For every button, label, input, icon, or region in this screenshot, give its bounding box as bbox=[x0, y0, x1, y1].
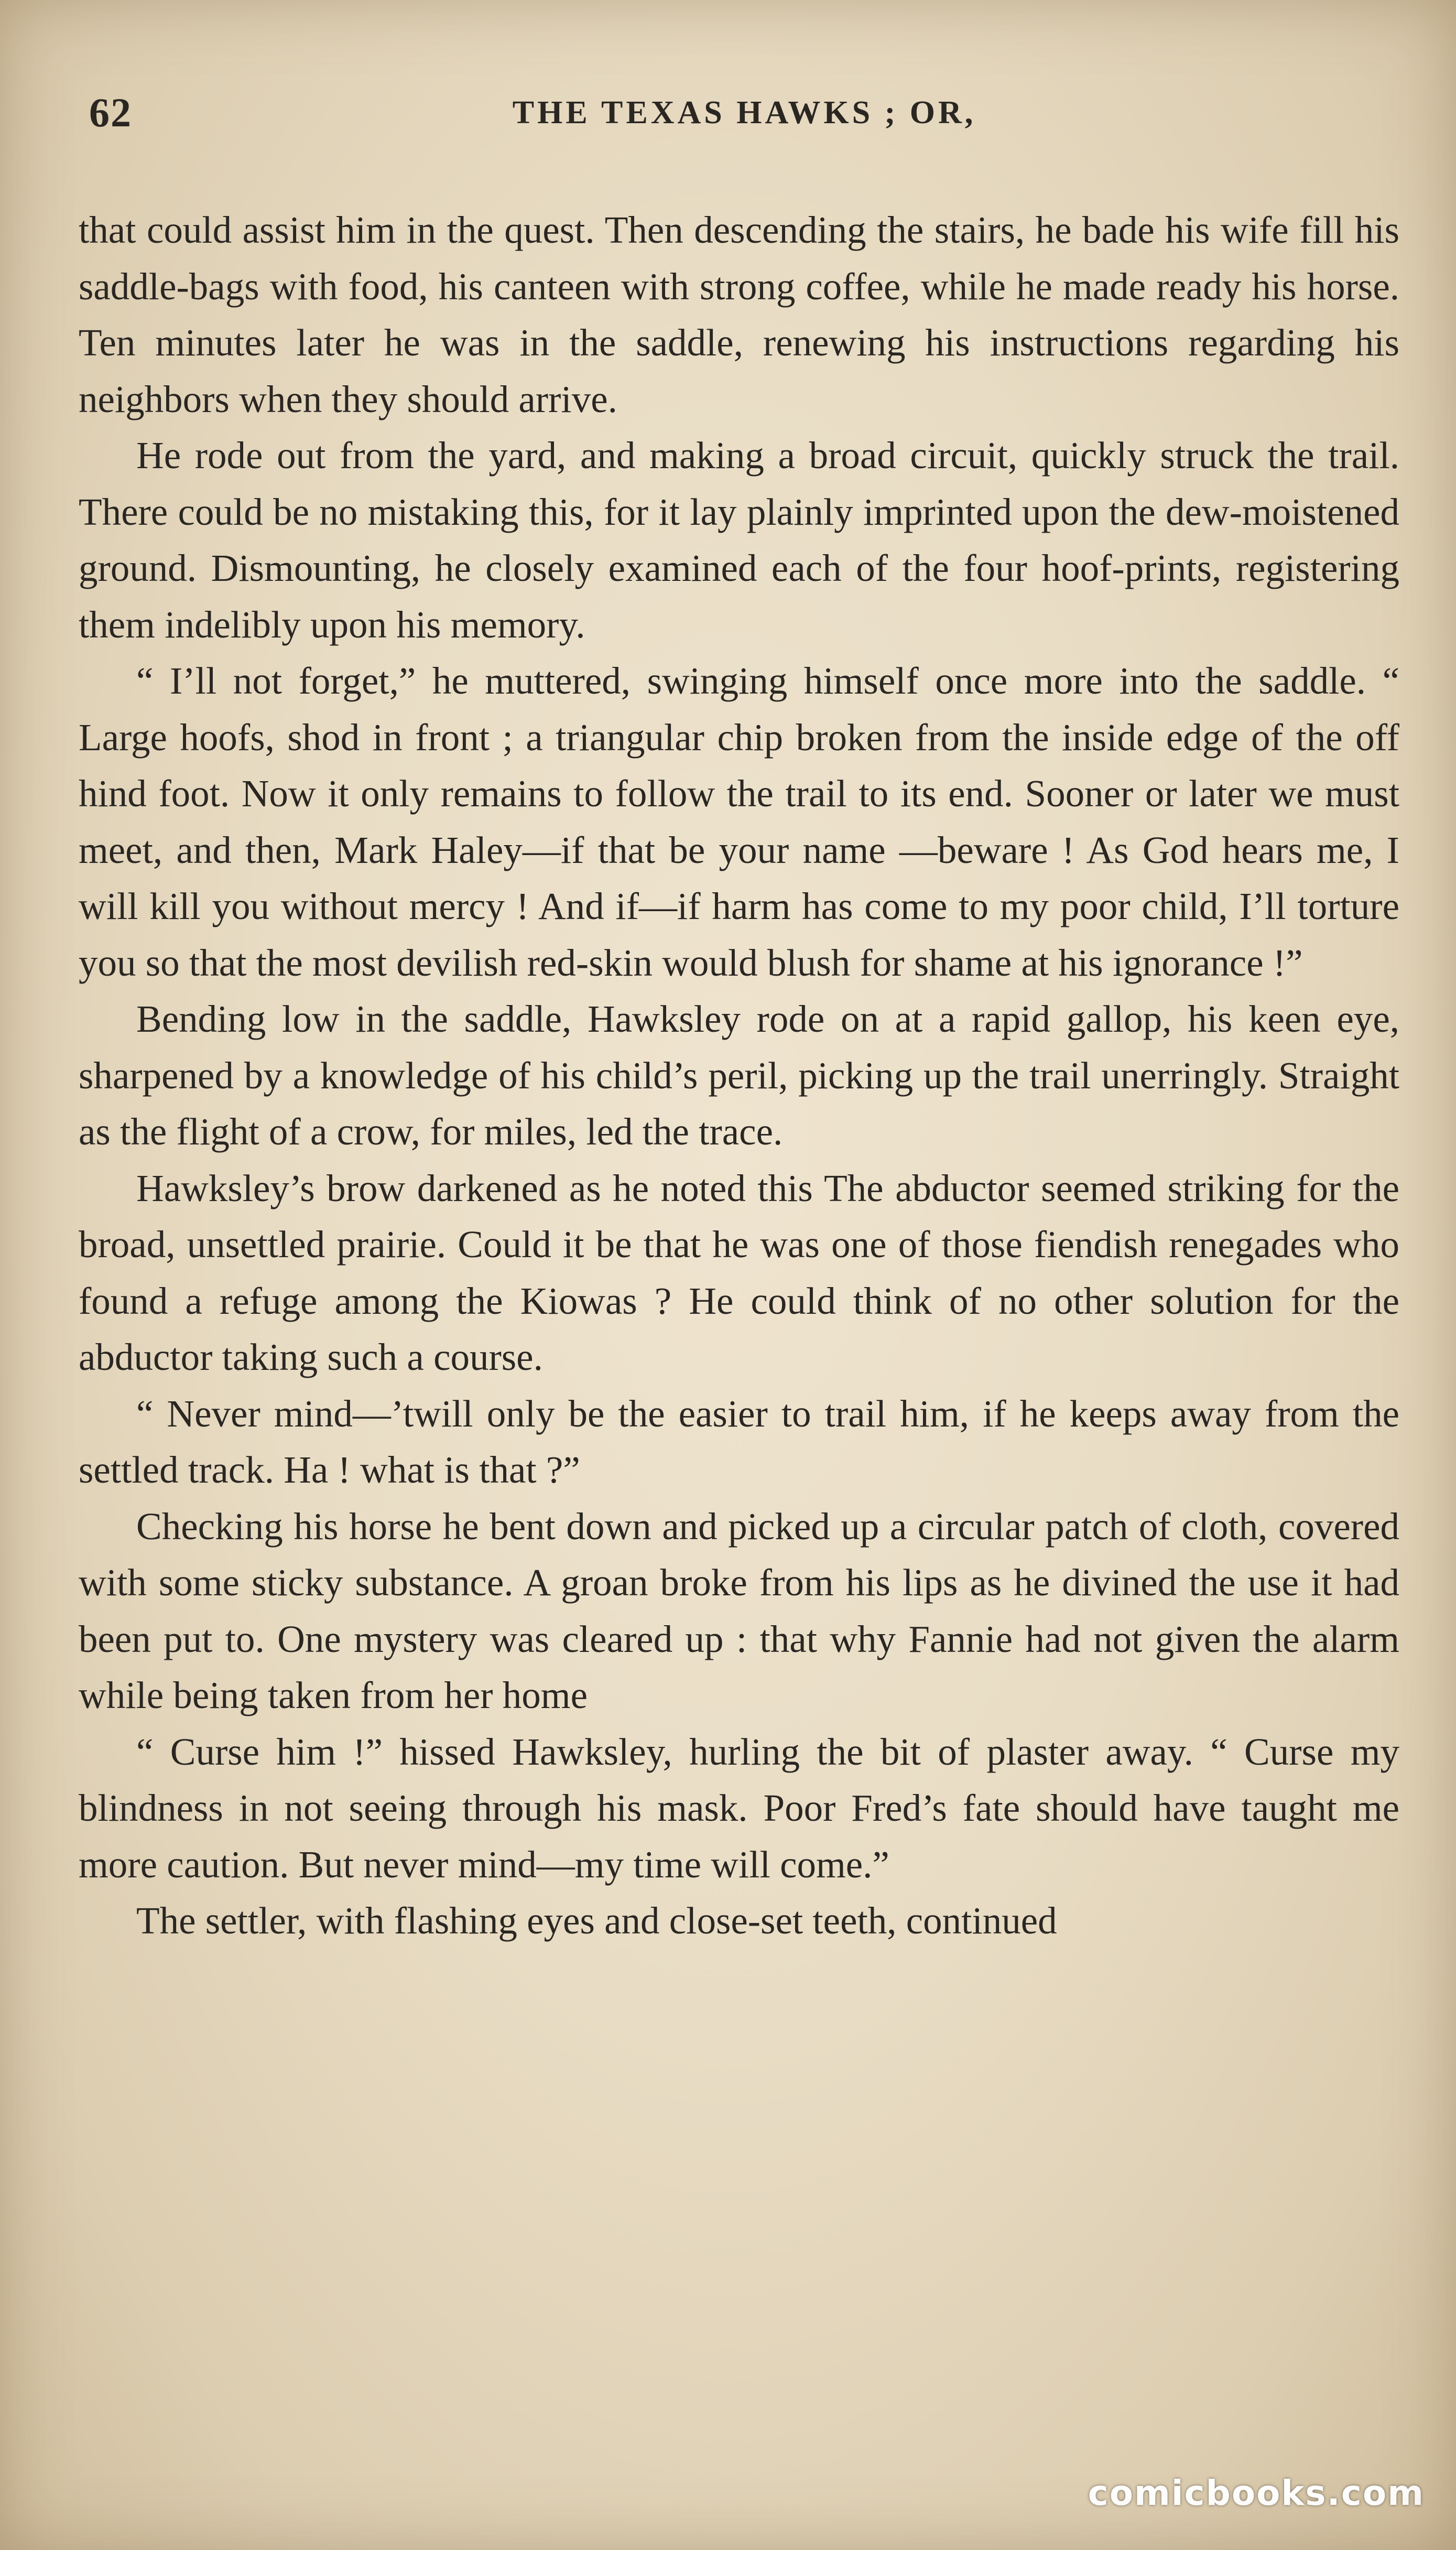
paragraph: that could assist him in the quest. Then descending the stairs, he bade his wife fill his saddle-bags with food, his canteen with strong coffee, while he made ready his horse. Ten minutes later he was in the saddle, renewing his instructions regarding his neighbors when they should arrive. bbox=[79, 209, 1399, 420]
paragraph: Bending low in the saddle, Hawksley rode on at a rapid gallop, his keen eye, sharpened by a knowledge of his child’s peril, picking up the trail unerringly. Straight as the flight of a crow, for miles, led the trace. bbox=[79, 998, 1399, 1153]
paragraph: “ Curse him !” hissed Hawksley, hurling the bit of plaster away. “ Curse my blindness in not seeing through his mask. Poor Fred’s fate should have taught me more caution. But never mind—my time will come.” bbox=[79, 1730, 1399, 1886]
page-header bbox=[84, 89, 1405, 147]
running-head: THE TEXAS HAWKS ; OR, bbox=[512, 95, 976, 131]
site-watermark: comicbooks.com bbox=[1088, 2473, 1425, 2513]
paragraph: Hawksley’s brow darkened as he noted this The abductor seemed striking for the broad, unsettled prairie. Could it be that he was one of those fiendish renegades who found a refuge among the Kiowas ? He could think of no other solution for the abductor taking such a course. bbox=[79, 1166, 1399, 1378]
paragraph: The settler, with flashing eyes and close-set teeth, continued bbox=[136, 1899, 1057, 1942]
paragraph: Checking his horse he bent down and picked up a circular patch of cloth, covered with some sticky substance. A groan broke from his lips as he divined the use it had been put to. One mystery was cleared up : that why Fannie had not given the alarm while being taken from her home bbox=[79, 1505, 1399, 1716]
paragraph: “ Never mind—’twill only be the easier to trail him, if he keeps away from the settled track. Ha ! what is that ?” bbox=[79, 1392, 1399, 1491]
paragraph: “ I’ll not forget,” he muttered, swinging himself once more into the saddle. “ Large hoofs, shod in front ; a triangular chip broken from the inside edge of the off hind foot. Now it only remains to follow the trail to its end. Sooner or later we must meet, and then, Mark Haley—if that be your name —beware ! As God hears me, I will kill you without mercy ! And if—if harm has come to my poor child, I’ll torture you so that the most devilish red-skin would blush for shame at his ignorance !” bbox=[79, 660, 1399, 984]
body-text bbox=[79, 202, 1399, 1949]
page-number: 62 bbox=[89, 90, 132, 135]
paragraph: He rode out from the yard, and making a broad circuit, quickly struck the trail. There could be no mistaking this, for it lay plainly imprinted upon the dew-moistened ground. Dismounting, he closely examined each of the four hoof-prints, registering them indelibly upon his memory. bbox=[79, 434, 1399, 646]
